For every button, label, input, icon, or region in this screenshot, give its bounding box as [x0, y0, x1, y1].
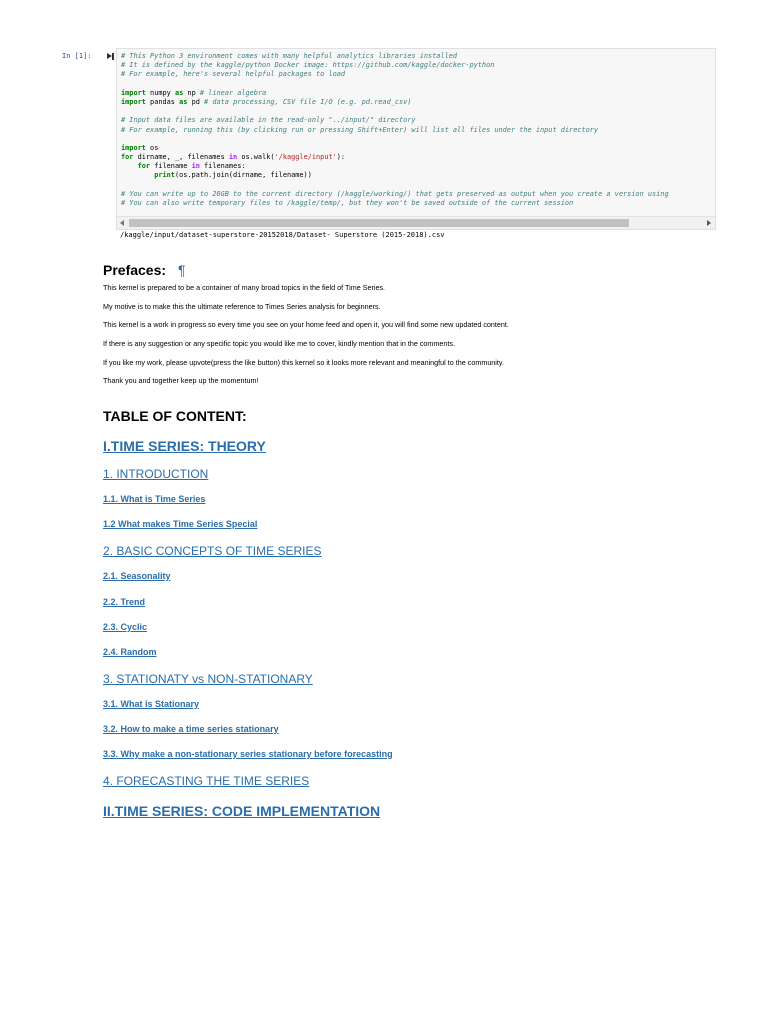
- horizontal-scrollbar[interactable]: [117, 216, 715, 229]
- code-token: os: [145, 143, 159, 152]
- code-line: [121, 70, 669, 79]
- markdown-cell: [103, 258, 723, 819]
- code-token: import: [121, 97, 146, 106]
- toc-link[interactable]: II.TIME SERIES: CODE IMPLEMENTATION: [103, 803, 381, 819]
- code-line: [121, 171, 669, 180]
- code-token: pd: [187, 97, 205, 106]
- preface-paragraph: My motive is to make this the ultimate reference to Times Series analysis for beginners.: [103, 301, 381, 311]
- toc-heading: TABLE OF CONTENT:: [103, 408, 247, 424]
- toc-link[interactable]: 4. FORECASTING THE TIME SERIES: [103, 774, 310, 788]
- toc-link[interactable]: 3.3. Why make a non-stationary series stationary before forecasting: [103, 749, 393, 759]
- toc-link[interactable]: 2.4. Random: [103, 647, 157, 657]
- code-line: [121, 80, 669, 89]
- code-token: ):: [336, 153, 346, 162]
- code-line: [121, 89, 669, 98]
- prefaces-heading-text: Prefaces:: [103, 262, 167, 278]
- preface-paragraph: This kernel is a work in progress so every time you see on your home feed and open it, you will find some new updated content.: [103, 320, 509, 330]
- code-editor[interactable]: [116, 48, 716, 230]
- cell-output: /kaggle/input/dataset-superstore-20152018/Dataset- Superstore (2015-2018).csv: [120, 231, 445, 239]
- code-line: [121, 52, 669, 61]
- code-token: import: [121, 143, 146, 152]
- code-token: for: [137, 162, 151, 171]
- code-token: [121, 171, 154, 179]
- code-token: dirname, _, filenames: [133, 153, 229, 162]
- code-token: in: [228, 153, 238, 162]
- toc-link[interactable]: 3.1. What is Stationary: [103, 699, 200, 709]
- scroll-left-icon[interactable]: [120, 220, 124, 226]
- code-line: [121, 162, 669, 171]
- preface-paragraph: If there is any suggestion or any specific topic you would like me to cover, kindly mention that in the comments.: [103, 339, 455, 349]
- code-token: # For example, here's several helpful packages to load: [121, 70, 346, 79]
- prefaces-paragraphs: [103, 282, 723, 394]
- code-token: # You can also write temporary files to /kaggle/temp/, but they won't be saved outside of the current session: [121, 199, 574, 207]
- anchor-link[interactable]: ¶: [178, 262, 186, 278]
- toc-link[interactable]: 2.3. Cyclic: [103, 622, 148, 632]
- run-icon-bar: [112, 53, 114, 60]
- code-token: pandas: [145, 97, 180, 106]
- input-prompt: In [1]:: [62, 52, 92, 60]
- code-line: [121, 116, 669, 125]
- code-token: # Input data files are available in the read-only "../input/" directory: [121, 116, 416, 125]
- code-token: np: [183, 88, 200, 97]
- code-token: filenames:: [199, 162, 246, 171]
- code-block[interactable]: [121, 52, 669, 208]
- toc-link[interactable]: 1.1. What is Time Series: [103, 494, 206, 504]
- code-line: [121, 107, 669, 116]
- code-token: # This Python 3 environment comes with many helpful analytics libraries installed: [121, 52, 458, 60]
- code-line: [121, 135, 669, 144]
- code-line: [121, 153, 669, 162]
- code-line: [121, 199, 669, 208]
- code-token: (os.path.join(dirname, filename)): [174, 171, 312, 180]
- preface-paragraph: If you like my work, please upvote(press the like button) this kernel so it looks more relevant and meaningful to the community.: [103, 357, 504, 367]
- code-token: '/kaggle/input': [274, 153, 337, 162]
- code-token: # linear algebra: [199, 88, 267, 97]
- code-token: filename: [150, 162, 192, 171]
- code-token: # You can write up to 20GB to the current directory (/kaggle/working/) that gets preserved as output when you create a version using: [121, 189, 669, 198]
- code-line: [121, 98, 669, 107]
- code-line: [121, 190, 669, 199]
- scroll-right-icon[interactable]: [707, 220, 711, 226]
- code-token: # It is defined by the kaggle/python Docker image: https://github.com/kaggle/docker-python: [121, 61, 495, 70]
- code-line: [121, 61, 669, 70]
- code-token: as: [179, 97, 188, 106]
- code-line: [121, 126, 669, 135]
- code-token: # data processing, CSV file I/O (e.g. pd.read_csv): [204, 97, 412, 106]
- toc-link[interactable]: I.TIME SERIES: THEORY: [103, 438, 266, 454]
- code-line: [121, 181, 669, 190]
- code-token: as: [174, 88, 184, 97]
- toc-link[interactable]: 3.2. How to make a time series stationary: [103, 724, 279, 734]
- code-token: in: [191, 162, 200, 171]
- toc-link[interactable]: 3. STATIONATY vs NON-STATIONARY: [103, 672, 313, 686]
- code-line: [121, 144, 669, 153]
- prefaces-heading: [103, 258, 723, 282]
- code-token: os.walk(: [237, 153, 275, 162]
- toc-link[interactable]: 2.2. Trend: [103, 597, 146, 607]
- scrollbar-thumb[interactable]: [129, 219, 629, 227]
- code-token: print: [154, 171, 175, 180]
- toc-link[interactable]: 2.1. Seasonality: [103, 571, 171, 581]
- preface-paragraph: Thank you and together keep up the momentum!: [103, 376, 259, 386]
- toc-link[interactable]: 2. BASIC CONCEPTS OF TIME SERIES: [103, 544, 322, 558]
- code-token: numpy: [145, 88, 175, 97]
- toc-link[interactable]: 1.2 What makes Time Series Special: [103, 519, 258, 529]
- code-token: import: [121, 88, 146, 97]
- code-token: # For example, running this (by clicking run or pressing Shift+Enter) will list all files under the input directory: [121, 125, 599, 134]
- code-token: for: [121, 153, 134, 162]
- toc-link[interactable]: 1. INTRODUCTION: [103, 467, 209, 481]
- preface-paragraph: This kernel is prepared to be a container of many broad topics in the field of Time Series.: [103, 283, 386, 292]
- code-token: [121, 162, 138, 170]
